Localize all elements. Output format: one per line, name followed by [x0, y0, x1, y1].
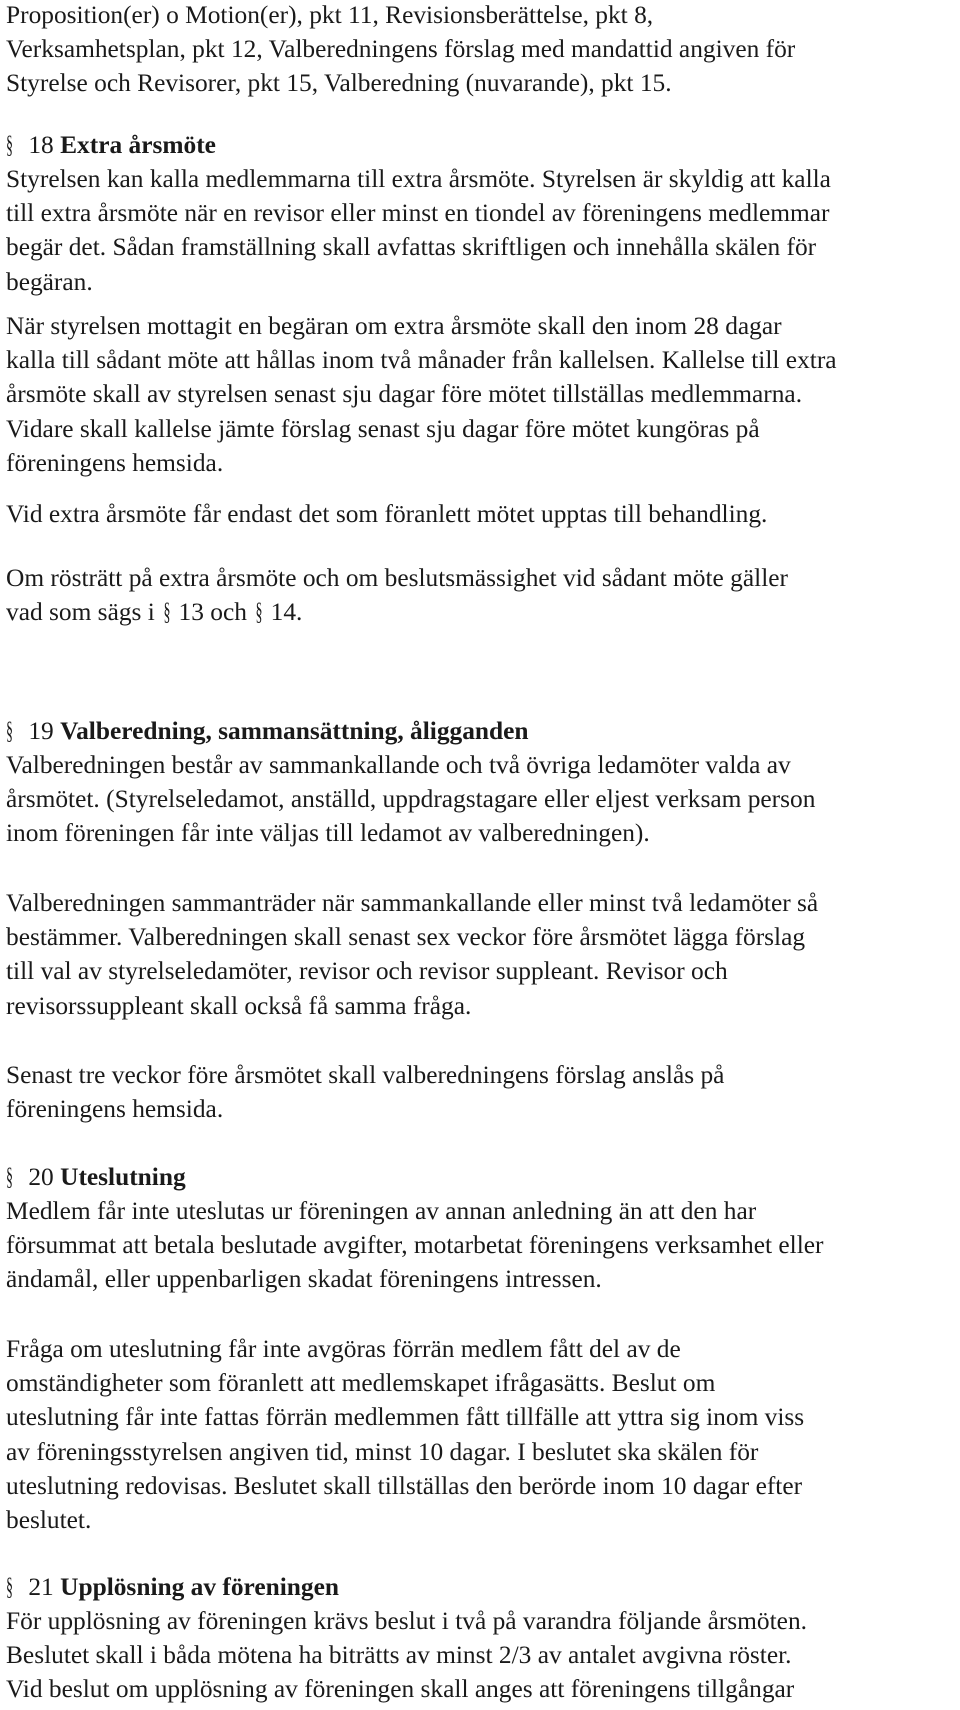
text-fragment: 14.	[270, 598, 303, 627]
text-line: beslutet.	[6, 1506, 92, 1535]
section-18-heading	[6, 128, 216, 162]
section-18-paragraph-4	[6, 561, 788, 629]
section-number: 18	[28, 131, 54, 159]
text-line: Verksamhetsplan, pkt 12, Valberedningens förslag med mandattid angiven för	[6, 35, 796, 64]
text-line: uteslutning redovisas. Beslutet skall tillställas den berörde inom 10 dagar efter	[6, 1471, 803, 1500]
section-symbol: §	[255, 598, 263, 627]
text-line: Proposition(er) o Motion(er), pkt 11, Revisionsberättelse, pkt 8,	[6, 1, 654, 29]
section-symbol: §	[163, 598, 171, 627]
text-line: till extra årsmöte när en revisor eller minst en tiondel av föreningens medlemmar	[6, 199, 830, 228]
section-20-paragraph-1	[6, 1194, 824, 1297]
text-line: Valberedningen består av sammankallande och två övriga ledamöter valda av	[6, 751, 791, 779]
section-21-heading	[6, 1570, 339, 1604]
section-18-paragraph-2	[6, 309, 837, 480]
text-line: begäran.	[6, 267, 93, 296]
section-18-paragraph-3	[6, 497, 767, 531]
text-line: Styrelse och Revisorer, pkt 15, Valberedning (nuvarande), pkt 15.	[6, 69, 672, 98]
section-19-paragraph-2	[6, 886, 818, 1023]
text-line: ändamål, eller uppenbarligen skadat föreningens intressen.	[6, 1265, 602, 1294]
text-line: Om rösträtt på extra årsmöte och om beslutsmässighet vid sådant möte gäller	[6, 564, 788, 592]
text-line: till val av styrelseledamöter, revisor och revisor suppleant. Revisor och	[6, 957, 728, 986]
text-line: omständigheter som föranlett att medlemskapet ifrågasätts. Beslut om	[6, 1369, 716, 1398]
text-line: begär det. Sådan framställning skall avfattas skriftligen och innehålla skälen för	[6, 233, 817, 262]
text-line: föreningens hemsida.	[6, 1095, 224, 1124]
text-line: Senast tre veckor före årsmötet skall valberedningens förslag anslås på	[6, 1061, 725, 1089]
text-line: Vidare skall kallelse jämte förslag senast sju dagar före mötet kungöras på	[6, 414, 760, 443]
text-line: kalla till sådant möte att hållas inom två månader från kallelsen. Kallelse till extra	[6, 346, 837, 375]
text-line	[6, 595, 788, 629]
section-20-heading	[6, 1160, 186, 1194]
section-title: Valberedning, sammansättning, åligganden	[60, 717, 529, 745]
section-symbol: §	[6, 1163, 13, 1191]
text-line: av föreningsstyrelsen angiven tid, minst 10 dagar. I beslutet ska skälen för	[6, 1437, 759, 1466]
text-line: årsmötet. (Styrelseledamot, anställd, uppdragstagare eller eljest verksam person	[6, 785, 816, 814]
text-line: försummat att betala beslutade avgifter, motarbetat föreningens verksamhet eller	[6, 1231, 824, 1260]
section-title: Extra årsmöte	[60, 131, 216, 159]
text-line: inom föreningen får inte väljas till ledamot av valberedningen).	[6, 819, 650, 848]
text-line: föreningens hemsida.	[6, 448, 224, 477]
text-line: Beslutet skall i båda mötena ha biträtts av minst 2/3 av antalet avgivna röster.	[6, 1641, 792, 1670]
section-title: Upplösning av föreningen	[60, 1573, 340, 1601]
section-number: 21	[28, 1573, 54, 1601]
section-21-paragraph-1	[6, 1604, 807, 1707]
section-19-paragraph-3	[6, 1058, 724, 1126]
intro-paragraph	[6, 0, 795, 101]
section-number: 19	[28, 717, 54, 745]
text-line: Fråga om uteslutning får inte avgöras förrän medlem fått del av de	[6, 1335, 681, 1363]
text-line: Valberedningen sammanträder när sammankallande eller minst två ledamöter så	[6, 889, 819, 917]
text-line: revisorssuppleant skall också få samma fråga.	[6, 991, 472, 1020]
section-symbol: §	[6, 131, 13, 159]
section-18-paragraph-1	[6, 162, 831, 299]
text-line: Styrelsen kan kalla medlemmarna till extra årsmöte. Styrelsen är skyldig att kalla	[6, 165, 831, 193]
section-20-paragraph-2	[6, 1332, 804, 1537]
text-line: bestämmer. Valberedningen skall senast sex veckor före årsmötet lägga förslag	[6, 923, 806, 952]
text-line: årsmöte skall av styrelsen senast sju dagar före mötet tillställas medlemmarna.	[6, 380, 803, 409]
text-line: Medlem får inte uteslutas ur föreningen av annan anledning än att den har	[6, 1197, 757, 1225]
section-symbol: §	[6, 717, 13, 745]
text-line: Vid extra årsmöte får endast det som föranlett mötet upptas till behandling.	[6, 500, 768, 528]
text-line: För upplösning av föreningen krävs beslut i två på varandra följande årsmöten.	[6, 1607, 807, 1635]
section-19-heading	[6, 714, 529, 748]
text-line: Vid beslut om upplösning av föreningen skall anges att föreningens tillgångar	[6, 1675, 795, 1704]
section-title: Uteslutning	[60, 1163, 186, 1191]
text-fragment: vad som sägs i	[6, 598, 155, 627]
text-line: När styrelsen mottagit en begäran om extra årsmöte skall den inom 28 dagar	[6, 312, 782, 340]
section-symbol: §	[6, 1573, 13, 1601]
text-line: uteslutning får inte fattas förrän medlemmen fått tillfälle att yttra sig inom viss	[6, 1403, 805, 1432]
section-19-paragraph-1	[6, 748, 815, 851]
text-fragment: 13 och	[178, 598, 247, 627]
section-number: 20	[28, 1163, 54, 1191]
